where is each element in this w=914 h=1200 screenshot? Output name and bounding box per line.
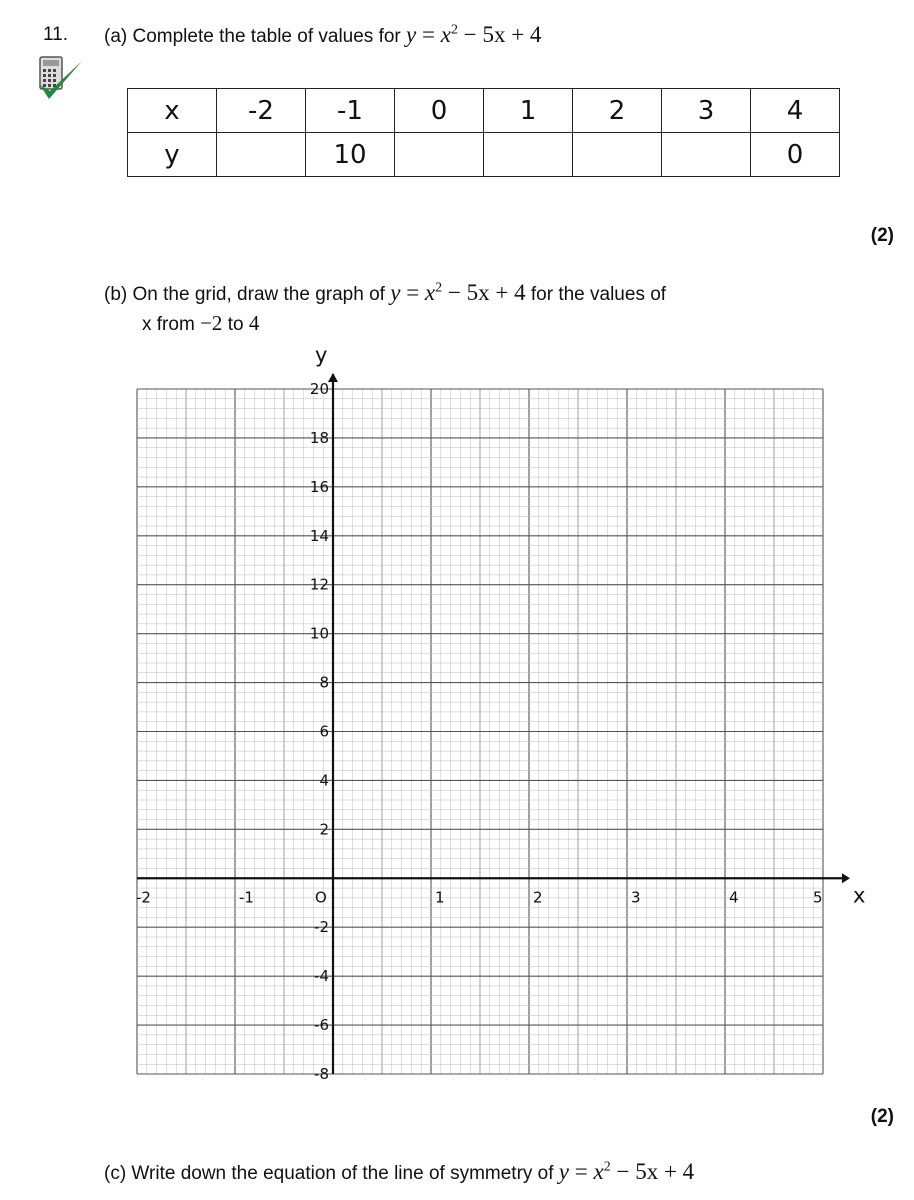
table-cell: 3 <box>662 89 751 133</box>
grid-lines <box>137 389 823 1074</box>
table-cell: 0 <box>395 89 484 133</box>
y-tick-label: 18 <box>309 428 329 447</box>
y-tick-label: -4 <box>314 967 329 986</box>
part-a-text: (a) Complete the table of values for <box>104 26 401 47</box>
table-header-y: y <box>128 133 217 177</box>
y-tick-label: 20 <box>309 380 329 398</box>
y-tick-label: -8 <box>314 1065 329 1083</box>
x-tick-label: -2 <box>136 888 151 907</box>
x-axis-label: x <box>853 883 866 908</box>
x-axis-arrow-icon <box>842 873 850 883</box>
y-tick-label: 4 <box>319 771 329 790</box>
y-tick-label: 2 <box>319 820 329 839</box>
question-number: 11. <box>43 24 69 45</box>
y-tick-label: -6 <box>314 1016 329 1035</box>
x-tick-label: 5 <box>813 888 823 907</box>
table-cell: 0 <box>751 133 840 177</box>
x-tick-label: 3 <box>631 888 641 907</box>
table-cell: 2 <box>573 89 662 133</box>
y-tick-label: -2 <box>314 918 329 937</box>
table-cell: 4 <box>751 89 840 133</box>
table-header-x: x <box>128 89 217 133</box>
part-b-marks: (2) <box>870 1106 894 1127</box>
y-tick-label: 12 <box>309 575 329 594</box>
part-c-text: (c) Write down the equation of the line of symmetry of <box>104 1163 554 1184</box>
table-cell: 10 <box>306 133 395 177</box>
part-a-equation: $y = x^2 - 5x + 4$ <box>406 22 542 47</box>
x-tick-label: 1 <box>435 888 445 907</box>
range-to: 4 <box>248 311 260 335</box>
x-tick-label: -1 <box>239 888 254 907</box>
part-b-text-after: for the values of <box>530 284 667 305</box>
x-tick-label: 4 <box>729 888 739 907</box>
table-cell: -2 <box>217 89 306 133</box>
part-b-equation: $y = x^2 - 5x + 4$ <box>390 280 526 305</box>
range-from: −2 <box>200 311 223 335</box>
y-axis-arrow-icon <box>328 373 338 382</box>
table-cell: 1 <box>484 89 573 133</box>
x-tick-label: 2 <box>533 888 543 907</box>
table-cell: -1 <box>306 89 395 133</box>
y-tick-label: 14 <box>309 526 329 545</box>
part-a-marks: (2) <box>870 225 894 246</box>
y-axis-label: y <box>315 343 328 367</box>
y-tick-label: 6 <box>319 722 329 741</box>
part-c-prompt <box>104 1159 694 1185</box>
y-tick-label: 16 <box>309 477 329 496</box>
range-to-word: to <box>227 314 244 335</box>
x-tick-label: O <box>315 888 327 907</box>
y-tick-label: 8 <box>319 673 329 692</box>
axes <box>137 373 850 1074</box>
part-b-text: (b) On the grid, draw the graph of <box>104 284 385 305</box>
y-tick-label: 10 <box>309 624 329 643</box>
part-c-equation: $y = x^2 - 5x + 4$ <box>558 1159 695 1184</box>
range-text: x from <box>142 314 195 335</box>
